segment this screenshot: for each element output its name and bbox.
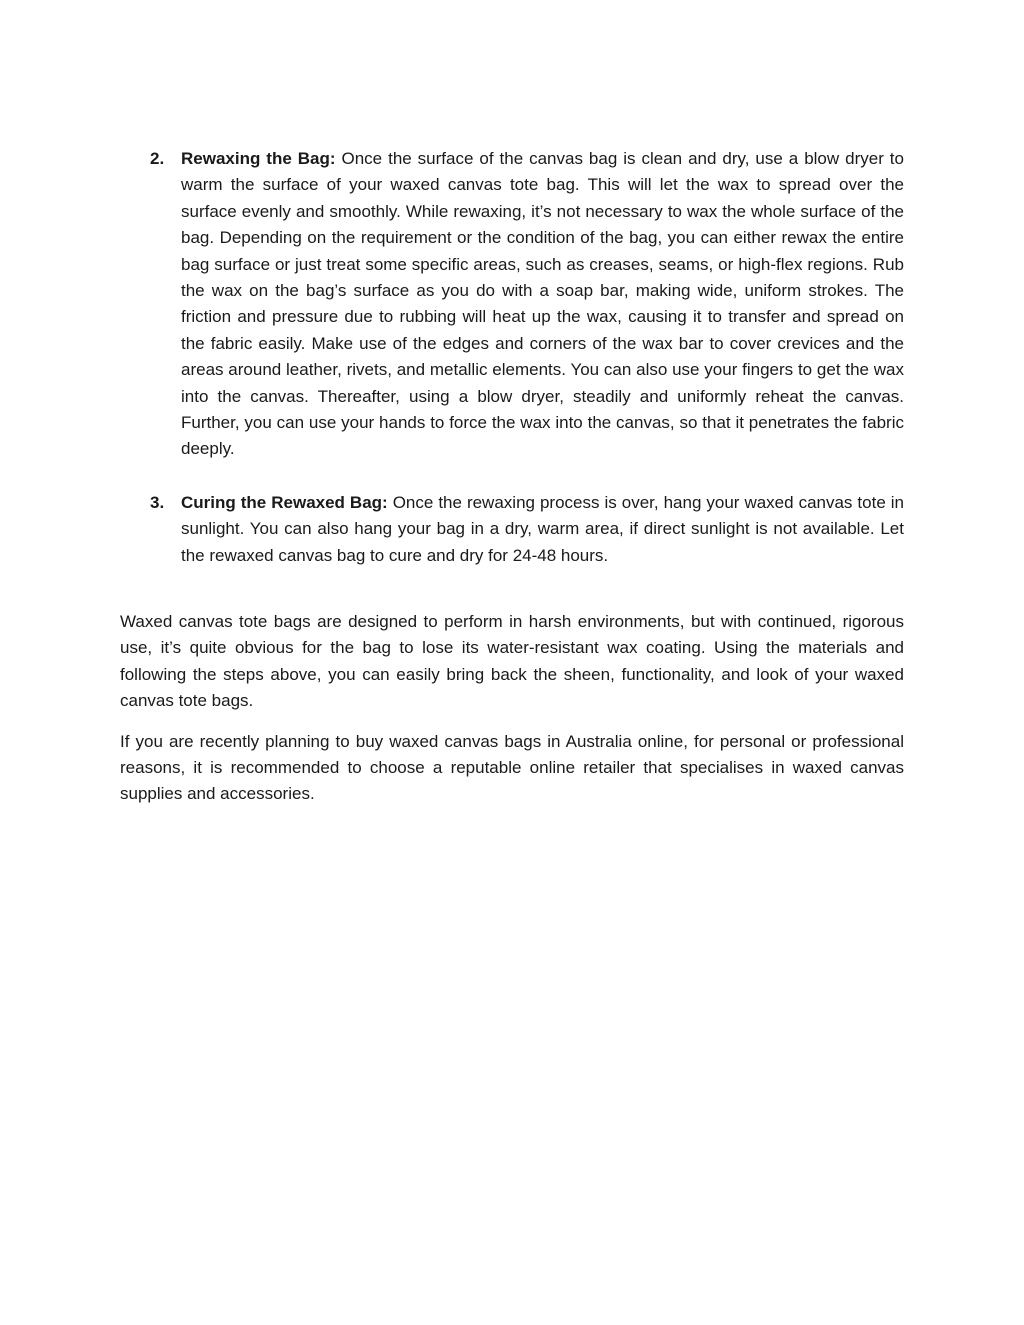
numbered-steps-list [120, 146, 904, 569]
list-item-curing [120, 490, 904, 569]
list-item-body: Once the surface of the canvas bag is clean and dry, use a blow dryer to warm the surface of your waxed canvas tote bag. This will let the wax to spread over the surface evenly and smoothly. While rewaxing, it’s not necessary to wax the whole surface of the bag. Depending on the requirement or the condition of the bag, you can either rewax the entire bag surface or just treat some specific areas, such as creases, seams, or high-flex regions. Rub the wax on the bag’s surface as you do with a soap bar, making wide, uniform strokes. The friction and pressure due to rubbing will heat up the wax, causing it to transfer and spread on the fabric easily. Make use of the edges and corners of the wax bar to cover crevices and the areas around leather, rivets, and metallic elements. You can also use your fingers to get the wax into the canvas. Thereafter, using a blow dryer, steadily and uniformly reheat the canvas. Further, you can use your hands to force the wax into the canvas, so that it penetrates the fabric deeply. [181, 149, 904, 459]
body-paragraphs [120, 609, 904, 808]
paragraph-recommendation: If you are recently planning to buy waxed canvas bags in Australia online, for personal or professional reasons, it is recommended to choose a reputable online retailer that specialises in waxed canvas supplies and accessories. [120, 731, 904, 804]
list-item-title: Curing the Rewaxed Bag: [181, 492, 388, 512]
paragraph-summary: Waxed canvas tote bags are designed to perform in harsh environments, but with continued, rigorous use, it’s quite obvious for the bag to lose its water-resistant wax coating. Using the materials and following the steps above, you can easily bring back the sheen, functionality, and look of your waxed canvas tote bags. [120, 612, 904, 711]
list-item-body: Once the rewaxing process is over, hang your waxed canvas tote in sunlight. You can also hang your bag in a dry, warm area, if direct sunlight is not available. Let the rewaxed canvas bag to cure and dry for 24-48 hours. [181, 492, 904, 565]
list-number: 2. [150, 149, 165, 168]
list-number: 3. [150, 492, 165, 512]
list-item-rewaxing [120, 146, 904, 463]
list-item-title: Rewaxing the Bag: [181, 149, 336, 168]
